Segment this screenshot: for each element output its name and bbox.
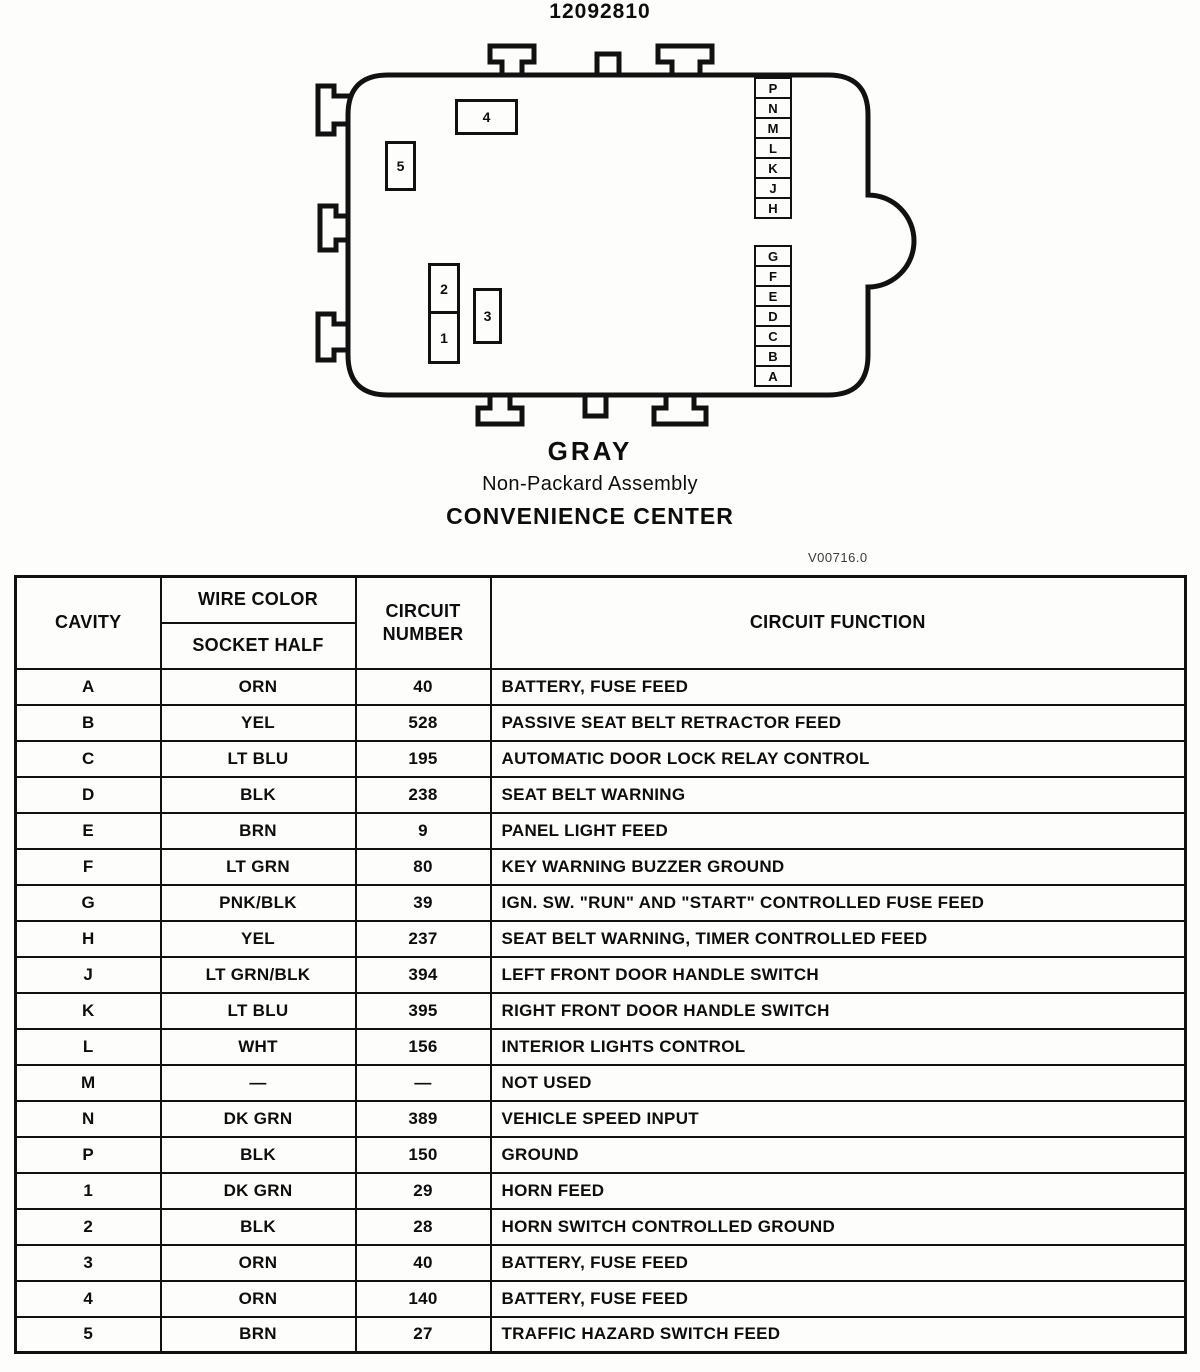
circuit-function-cell: KEY WARNING BUZZER GROUND <box>491 849 1186 885</box>
circuit-number-cell: 80 <box>356 849 491 885</box>
wire-color-cell: BLK <box>161 777 356 813</box>
table-row-k <box>16 993 1186 1029</box>
wire-color-cell: BLK <box>161 1209 356 1245</box>
cavity-cell: L <box>16 1029 161 1065</box>
cavity-cell: 3 <box>16 1245 161 1281</box>
cavity-cell: N <box>16 1101 161 1137</box>
table-row-g <box>16 885 1186 921</box>
cavity-cell: 4 <box>16 1281 161 1317</box>
circuit-function-cell: NOT USED <box>491 1065 1186 1101</box>
cavity-column-bottom <box>754 245 792 387</box>
cavity-box-d: D <box>754 305 792 327</box>
table-row-c <box>16 741 1186 777</box>
circuit-number-cell: — <box>356 1065 491 1101</box>
circuit-function-cell: RIGHT FRONT DOOR HANDLE SWITCH <box>491 993 1186 1029</box>
circuit-function-cell: IGN. SW. "RUN" AND "START" CONTROLLED FUSE FEED <box>491 885 1186 921</box>
circuit-number-cell: 528 <box>356 705 491 741</box>
table-row-n <box>16 1101 1186 1137</box>
header-row-1 <box>16 577 1186 623</box>
component-cavity-1 <box>428 311 460 364</box>
cavity-cell: D <box>16 777 161 813</box>
cavity-box-b: B <box>754 345 792 367</box>
cavity-cell: C <box>16 741 161 777</box>
cavity-cell: G <box>16 885 161 921</box>
cavity-box-a: A <box>754 365 792 387</box>
cavity-cell: 2 <box>16 1209 161 1245</box>
table-row-a <box>16 669 1186 705</box>
circuit-function-cell: AUTOMATIC DOOR LOCK RELAY CONTROL <box>491 741 1186 777</box>
header-wire-color: WIRE COLOR <box>161 577 356 623</box>
circuit-number-cell: 237 <box>356 921 491 957</box>
wire-color-cell: BLK <box>161 1137 356 1173</box>
cavity-cell: P <box>16 1137 161 1173</box>
wire-color-cell: ORN <box>161 1281 356 1317</box>
wire-color-cell: DK GRN <box>161 1173 356 1209</box>
table-row-l <box>16 1029 1186 1065</box>
wire-color-cell: YEL <box>161 921 356 957</box>
header-circuit-function: CIRCUIT FUNCTION <box>491 577 1186 669</box>
circuit-function-cell: PANEL LIGHT FEED <box>491 813 1186 849</box>
wire-color-cell: YEL <box>161 705 356 741</box>
cavity-box-l: L <box>754 137 792 159</box>
cavity-cell: A <box>16 669 161 705</box>
cavity-cell: E <box>16 813 161 849</box>
cavity-box-p: P <box>754 77 792 99</box>
assembly-label: Non-Packard Assembly <box>482 473 698 495</box>
wire-color-cell: LT GRN/BLK <box>161 957 356 993</box>
cavity-cell: F <box>16 849 161 885</box>
circuit-number-cell: 9 <box>356 813 491 849</box>
circuit-number-cell: 27 <box>356 1317 491 1353</box>
circuit-number-cell: 140 <box>356 1281 491 1317</box>
cavity-box-f: F <box>754 265 792 287</box>
component-cavity-4-label: 4 <box>482 109 491 125</box>
circuit-function-cell: SEAT BELT WARNING <box>491 777 1186 813</box>
circuit-number-cell: 40 <box>356 669 491 705</box>
cavity-cell: M <box>16 1065 161 1101</box>
header-cavity: CAVITY <box>16 577 161 669</box>
header-circuit-number: CIRCUIT NUMBER <box>356 577 491 669</box>
figure-code: V00716.0 <box>808 550 868 565</box>
circuit-table-header <box>16 577 1186 669</box>
wire-color-cell: LT BLU <box>161 993 356 1029</box>
table-row-2 <box>16 1209 1186 1245</box>
cavity-cell: B <box>16 705 161 741</box>
page-title: CONVENIENCE CENTER <box>446 503 734 529</box>
cavity-cell: H <box>16 921 161 957</box>
cavity-box-c: C <box>754 325 792 347</box>
circuit-function-cell: TRAFFIC HAZARD SWITCH FEED <box>491 1317 1186 1353</box>
mounting-tab-bottom-1 <box>478 394 522 424</box>
table-row-h <box>16 921 1186 957</box>
component-cavity-3 <box>473 288 502 344</box>
circuit-function-cell: SEAT BELT WARNING, TIMER CONTROLLED FEED <box>491 921 1186 957</box>
table-row-1 <box>16 1173 1186 1209</box>
circuit-number-cell: 394 <box>356 957 491 993</box>
mounting-tab-left-3 <box>318 314 350 360</box>
circuit-function-cell: HORN SWITCH CONTROLLED GROUND <box>491 1209 1186 1245</box>
cavity-box-n: N <box>754 97 792 119</box>
cavity-box-k: K <box>754 157 792 179</box>
component-cavity-3-label: 3 <box>483 308 492 324</box>
circuit-function-cell: BATTERY, FUSE FEED <box>491 1281 1186 1317</box>
cavity-cell: J <box>16 957 161 993</box>
table-row-p <box>16 1137 1186 1173</box>
circuit-function-cell: HORN FEED <box>491 1173 1186 1209</box>
circuit-number-cell: 156 <box>356 1029 491 1065</box>
circuit-table-container <box>14 575 1187 1354</box>
mounting-tab-top-1 <box>490 46 534 76</box>
circuit-number-cell: 195 <box>356 741 491 777</box>
circuit-table <box>14 575 1187 1354</box>
table-row-3 <box>16 1245 1186 1281</box>
circuit-function-cell: BATTERY, FUSE FEED <box>491 1245 1186 1281</box>
circuit-function-cell: BATTERY, FUSE FEED <box>491 669 1186 705</box>
wire-color-cell: BRN <box>161 1317 356 1353</box>
cavity-column-top <box>754 77 792 219</box>
cavity-box-j: J <box>754 177 792 199</box>
mounting-tab-top-3 <box>658 46 712 76</box>
component-cavity-2 <box>428 263 460 314</box>
circuit-number-cell: 39 <box>356 885 491 921</box>
wire-color-cell: LT GRN <box>161 849 356 885</box>
table-row-d <box>16 777 1186 813</box>
circuit-number-cell: 389 <box>356 1101 491 1137</box>
circuit-function-cell: PASSIVE SEAT BELT RETRACTOR FEED <box>491 705 1186 741</box>
wire-color-cell: ORN <box>161 669 356 705</box>
circuit-function-cell: VEHICLE SPEED INPUT <box>491 1101 1186 1137</box>
wire-color-cell: BRN <box>161 813 356 849</box>
circuit-number-cell: 238 <box>356 777 491 813</box>
wire-color-cell: LT BLU <box>161 741 356 777</box>
component-cavity-1-label: 1 <box>440 329 448 346</box>
wire-color-cell: WHT <box>161 1029 356 1065</box>
circuit-function-cell: LEFT FRONT DOOR HANDLE SWITCH <box>491 957 1186 993</box>
table-row-f <box>16 849 1186 885</box>
component-cavity-5-label: 5 <box>396 158 405 174</box>
wire-color-cell: DK GRN <box>161 1101 356 1137</box>
connector-diagram <box>0 0 1200 574</box>
circuit-function-cell: GROUND <box>491 1137 1186 1173</box>
cavity-box-h: H <box>754 197 792 219</box>
component-cavity-2-label: 2 <box>440 280 448 297</box>
wire-color-cell: ORN <box>161 1245 356 1281</box>
circuit-number-cell: 150 <box>356 1137 491 1173</box>
mounting-tab-bottom-3 <box>654 394 706 424</box>
component-cavity-5 <box>385 141 416 191</box>
cavity-cell: 5 <box>16 1317 161 1353</box>
circuit-function-cell: INTERIOR LIGHTS CONTROL <box>491 1029 1186 1065</box>
wire-color-cell: PNK/BLK <box>161 885 356 921</box>
circuit-table-body <box>16 669 1186 1353</box>
component-cavity-4 <box>455 99 518 135</box>
circuit-number-cell: 395 <box>356 993 491 1029</box>
table-row-5 <box>16 1317 1186 1353</box>
table-row-e <box>16 813 1186 849</box>
circuit-number-cell: 29 <box>356 1173 491 1209</box>
table-row-j <box>16 957 1186 993</box>
wire-color-cell: — <box>161 1065 356 1101</box>
table-row-b <box>16 705 1186 741</box>
mounting-tab-left-1 <box>318 86 350 134</box>
table-row-4 <box>16 1281 1186 1317</box>
cavity-box-m: M <box>754 117 792 139</box>
header-socket-half: SOCKET HALF <box>161 623 356 669</box>
cavity-cell: 1 <box>16 1173 161 1209</box>
circuit-number-cell: 40 <box>356 1245 491 1281</box>
cavity-cell: K <box>16 993 161 1029</box>
cavity-box-e: E <box>754 285 792 307</box>
connector-color-label: GRAY <box>547 436 633 466</box>
table-row-m <box>16 1065 1186 1101</box>
circuit-number-cell: 28 <box>356 1209 491 1245</box>
part-number: 12092810 <box>549 0 651 23</box>
cavity-box-g: G <box>754 245 792 267</box>
